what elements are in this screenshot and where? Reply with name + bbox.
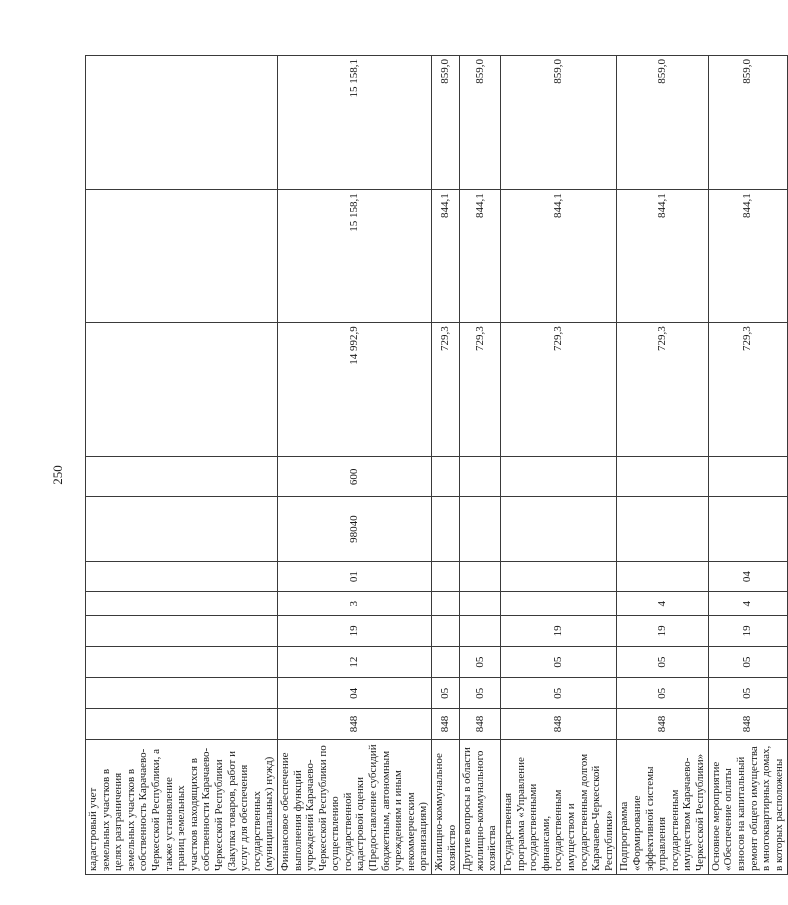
cell-subsection: 12 — [277, 646, 431, 678]
cell-section: 05 — [460, 678, 501, 709]
cell-sum-2021: 859,0 — [432, 56, 460, 190]
cell-cs-type — [501, 592, 617, 616]
cell-sum-2019: 729,3 — [460, 323, 501, 457]
cell-cs-direction — [708, 497, 787, 561]
cell-sum-2019: 729,3 — [432, 323, 460, 457]
budget-table — [85, 55, 788, 875]
cell-ministry: 848 — [432, 709, 460, 740]
cell-sum-2020: 15 158,1 — [277, 190, 431, 323]
cell-sum-2021: 859,0 — [501, 56, 617, 190]
cell-sum-2021 — [86, 56, 278, 190]
cell-cs-main — [432, 561, 460, 592]
cell-cs-direction — [432, 497, 460, 561]
cell-expense-type — [86, 457, 278, 497]
cell-cs-program: 19 — [501, 616, 617, 647]
cell-subsection: 05 — [708, 646, 787, 678]
cell-ministry: 848 — [617, 709, 708, 740]
cell-expense-type — [708, 457, 787, 497]
cell-sum-2020: 844,1 — [460, 190, 501, 323]
cell-cs-type: 4 — [617, 592, 708, 616]
row-name: Другие вопросы в области жилищно-коммунального хозяйства — [460, 739, 501, 874]
cell-cs-program — [460, 616, 501, 647]
cell-subsection — [432, 646, 460, 678]
row-name: Финансовое обеспечение выполнения функций учреждений Карачаево-Черкесской Республики по осуществлению государственной кадастровой оценки (Предоставление субсидий бюджетным, автономным учреждениям и иным некоммерческим организациям) — [277, 739, 431, 874]
cell-cs-direction — [460, 497, 501, 561]
cell-ministry: 848 — [501, 709, 617, 740]
cell-cs-main: 01 — [277, 561, 431, 592]
cell-cs-direction — [86, 497, 278, 561]
table-row — [501, 56, 617, 875]
cell-cs-direction — [617, 497, 708, 561]
cell-ministry: 848 — [460, 709, 501, 740]
cell-section: 05 — [708, 678, 787, 709]
cell-sum-2020 — [86, 190, 278, 323]
cell-cs-type: 3 — [277, 592, 431, 616]
table-row — [460, 56, 501, 875]
cell-cs-main — [460, 561, 501, 592]
cell-cs-program: 19 — [708, 616, 787, 647]
cell-section: 05 — [617, 678, 708, 709]
cell-cs-main — [86, 561, 278, 592]
row-name: Подпрограмма «Формирование эффективной системы управления государственным имуществом Карачаево-Черкесской Республики» — [617, 739, 708, 874]
table-row — [432, 56, 460, 875]
cell-ministry: 848 — [708, 709, 787, 740]
cell-sum-2020: 844,1 — [432, 190, 460, 323]
cell-expense-type: 600 — [277, 457, 431, 497]
cell-section: 04 — [277, 678, 431, 709]
cell-sum-2021: 859,0 — [460, 56, 501, 190]
row-name: Жилищно-коммунальное хозяйство — [432, 739, 460, 874]
cell-section: 05 — [501, 678, 617, 709]
cell-sum-2021: 859,0 — [708, 56, 787, 190]
cell-cs-direction — [501, 497, 617, 561]
cell-expense-type — [432, 457, 460, 497]
cell-cs-main — [617, 561, 708, 592]
cell-sum-2020: 844,1 — [708, 190, 787, 323]
cell-section: 05 — [432, 678, 460, 709]
cell-sum-2021: 859,0 — [617, 56, 708, 190]
cell-subsection: 05 — [501, 646, 617, 678]
row-name: Основное мероприятие «Обеспечение оплаты взносов на капитальный ремонт общего имущества в многоквартирных домах, в которых расположены — [708, 739, 787, 874]
table-row — [86, 56, 278, 875]
cell-subsection — [86, 646, 278, 678]
cell-cs-program — [86, 616, 278, 647]
cell-cs-type — [460, 592, 501, 616]
cell-cs-program — [432, 616, 460, 647]
cell-cs-program: 19 — [277, 616, 431, 647]
table-row — [617, 56, 708, 875]
cell-section — [86, 678, 278, 709]
cell-cs-type — [432, 592, 460, 616]
cell-sum-2019: 14 992,9 — [277, 323, 431, 457]
cell-sum-2019 — [86, 323, 278, 457]
cell-subsection: 05 — [460, 646, 501, 678]
cell-ministry: 848 — [277, 709, 431, 740]
row-name: кадастровый учет земельных участков в целях разграничения земельных участков в собственность Карачаево-Черкесской Республики, а также установление границ земельных участков находящихся в собственности Карачаево-Черкесской Республики (Закупка товаров, работ и услуг для обеспечения государственных (муниципальных) нужд) — [86, 739, 278, 874]
cell-expense-type — [501, 457, 617, 497]
cell-sum-2020: 844,1 — [501, 190, 617, 323]
cell-sum-2019: 729,3 — [617, 323, 708, 457]
table-row — [708, 56, 787, 875]
cell-cs-direction: 98040 — [277, 497, 431, 561]
cell-sum-2021: 15 158,1 — [277, 56, 431, 190]
cell-cs-program: 19 — [617, 616, 708, 647]
cell-expense-type — [617, 457, 708, 497]
cell-sum-2020: 844,1 — [617, 190, 708, 323]
cell-cs-type — [86, 592, 278, 616]
row-name: Государственная программа «Управление государственными финансами, государственным имуществом и государственным долгом Карачаево-Черкесской Республики» — [501, 739, 617, 874]
cell-cs-main — [501, 561, 617, 592]
cell-ministry — [86, 709, 278, 740]
budget-table-wrapper — [85, 55, 785, 875]
cell-subsection: 05 — [617, 646, 708, 678]
cell-sum-2019: 729,3 — [501, 323, 617, 457]
cell-cs-type: 4 — [708, 592, 787, 616]
cell-cs-main: 04 — [708, 561, 787, 592]
cell-expense-type — [460, 457, 501, 497]
page-number: 250 — [50, 465, 65, 485]
cell-sum-2019: 729,3 — [708, 323, 787, 457]
table-row — [277, 56, 431, 875]
